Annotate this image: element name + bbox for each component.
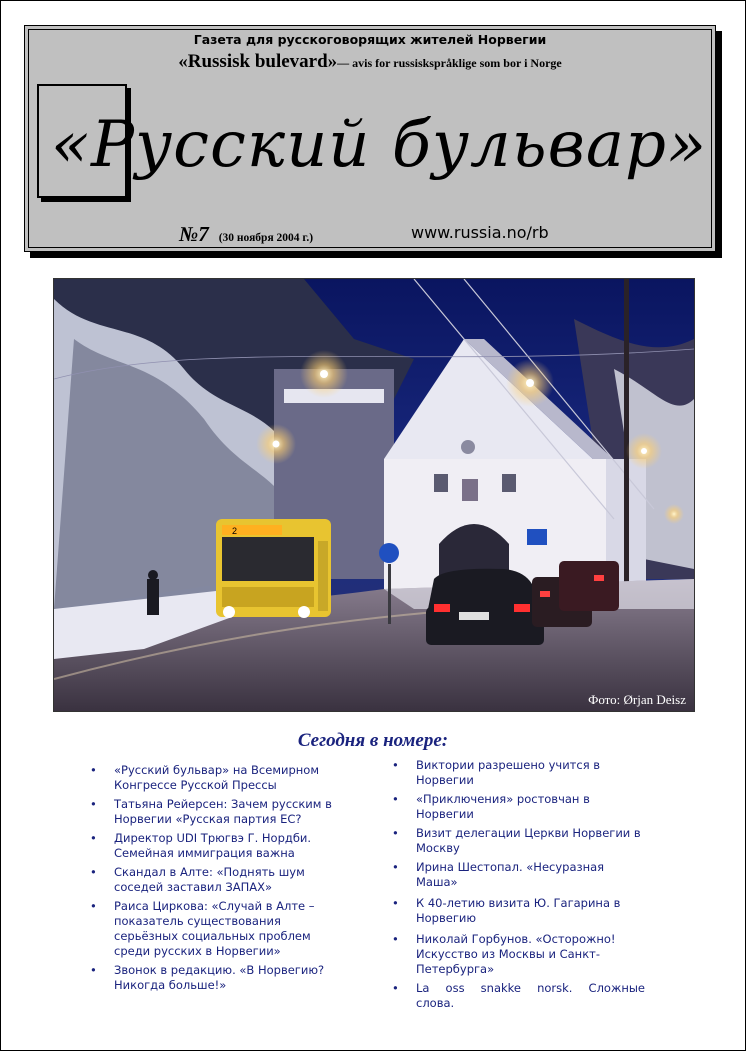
photo-credit: Фото: Ørjan Deisz <box>588 692 686 707</box>
bullet-icon: • <box>90 763 97 777</box>
contents-item[interactable]: • Скандал в Алте: «Поднять шум соседей заставил ЗАПАХ» <box>90 865 305 894</box>
issue-info <box>179 222 313 247</box>
tagline-norwegian <box>25 51 715 73</box>
tagline-russian: Газета для русскоговорящих жителей Норвегии <box>193 32 547 47</box>
contents-item[interactable]: • Ирина Шестопал. «Несуразная Маша» <box>392 860 605 889</box>
contents-item[interactable]: • К 40-летию визита Ю. Гагарина в Норвегию <box>392 896 621 925</box>
bullet-icon: • <box>392 826 399 840</box>
contents-item[interactable]: • Визит делегации Церкви Норвегии в Москву <box>392 826 641 855</box>
bullet-icon: • <box>90 899 97 913</box>
bullet-icon: • <box>90 797 97 811</box>
bullet-icon: • <box>392 896 399 910</box>
issue-date: (30 ноября 2004 г.) <box>218 232 314 244</box>
bullet-icon: • <box>90 831 97 845</box>
contents-item[interactable]: • Виктории разрешено учится в Норвегии <box>392 758 601 787</box>
contents-heading: Сегодня в номере: <box>297 730 449 751</box>
bullet-icon: • <box>392 758 399 772</box>
masthead <box>24 25 716 252</box>
contents-item[interactable]: • Звонок в редакцию. «В Норвегию? Никогда больше!» <box>90 963 325 992</box>
contents-item[interactable]: • Татьяна Рейерсен: Зачем русским в Норвегии «Русская партия ЕС? <box>90 797 332 826</box>
brand-norwegian: «Russisk bulevard» <box>178 51 338 72</box>
website-url[interactable]: www.russia.no/rb <box>411 223 549 242</box>
contents-item[interactable]: • Директор UDI Трюгвэ Г. Нордби. Семейная иммиграция важна <box>90 831 312 860</box>
contents-item[interactable]: • La oss snakke norsk. Сложные слова. <box>392 981 645 1010</box>
contents-item[interactable]: • «Русский бульвар» на Всемирном Конгрессе Русской Прессы <box>90 763 320 792</box>
cover-photo <box>53 278 695 712</box>
bullet-icon: • <box>392 932 399 946</box>
issue-number: №7 <box>179 222 209 246</box>
contents-item[interactable]: • «Приключения» ростовчан в Норвегии <box>392 792 590 821</box>
bullet-icon: • <box>392 860 399 874</box>
night-street-scene <box>54 279 694 711</box>
bullet-icon: • <box>392 792 399 806</box>
bus-route-number: 2 <box>232 526 238 536</box>
bullet-icon: • <box>90 963 97 977</box>
bullet-icon: • <box>392 981 399 995</box>
contents-list-right <box>390 758 645 1015</box>
newspaper-title: «Русский бульвар» <box>50 108 708 182</box>
contents-list-left <box>88 763 340 997</box>
contents-item[interactable]: • Раиса Циркова: «Случай в Алте – показатель существования серьёзных социальных проблем среди русских в Норвегии» <box>90 899 315 958</box>
contents-item[interactable]: • Николай Горбунов. «Осторожно! Искусство из Москвы и Санкт-Петербурга» <box>392 932 616 976</box>
tagline-norwegian-text: — avis for russiskspråklige som bor i Norge <box>337 56 562 70</box>
bullet-icon: • <box>90 865 97 879</box>
